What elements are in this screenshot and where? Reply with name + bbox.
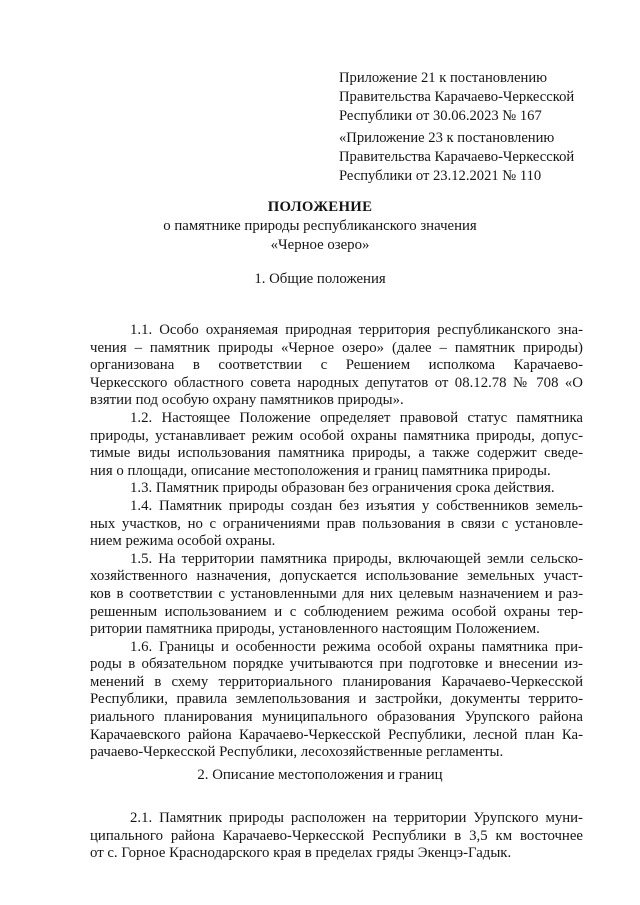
paragraph-line: от с. Горное Краснодарского края в пределах гряды Экенцэ-Гадык.	[90, 845, 512, 862]
paragraph-line: 1.4. Памятник природы создан без изъятия у собственников земель-	[130, 497, 583, 514]
appendix-line: Правительства Карачаево-Черкесской	[339, 149, 575, 165]
document-subtitle-line: «Черное озеро»	[270, 237, 370, 253]
paragraph-line: менений в схему территориального планирования Карачаево-Черкесской	[90, 673, 583, 690]
paragraph-line: Черкесского областного совета народных депутатов от 08.12.78 № 708 «О	[90, 374, 583, 391]
section-body-general	[90, 322, 583, 762]
paragraph-line: природы, устанавливает режим особой охраны памятника природы, допус-	[90, 427, 583, 444]
appendix-reference-old	[339, 129, 609, 186]
paragraph-line: риального планирования муниципального образования Урупского района	[90, 709, 583, 726]
paragraph-line: Карачаевского района Карачаево-Черкесской Республики, лесной план Ка-	[90, 726, 583, 743]
paragraph	[90, 322, 583, 410]
paragraph-line: ритории памятника природы, установленного настоящим Положением.	[90, 621, 540, 638]
paragraph-line: 1.1. Особо охраняемая природная территория республиканского зна-	[130, 322, 583, 338]
paragraph-line: Республики, правила землепользования и застройки, документы террито-	[90, 691, 583, 708]
paragraph	[90, 480, 583, 498]
paragraph-line: ков в соответствии с установленными для них целевым назначением и раз-	[90, 585, 583, 602]
section-body-location	[90, 810, 583, 863]
appendix-line: Правительства Карачаево-Черкесской	[339, 89, 575, 105]
document-title: ПОЛОЖЕНИЕ	[267, 199, 373, 215]
paragraph-line: 1.6. Границы и особенности режима особой охраны памятника при-	[130, 638, 583, 655]
paragraph-line: ных участков, но с ограничениями прав пользования в связи с установле-	[90, 515, 583, 532]
paragraph-line: ния о площади, описание местоположения и границ памятника природы.	[90, 462, 551, 479]
paragraph-line: решенным использованием и с соблюдением режима особой охраны тер-	[90, 603, 583, 620]
paragraph-line: 2.1. Памятник природы расположен на территории Урупского муни-	[130, 810, 583, 826]
appendix-line: Приложение 21 к постановлению	[339, 70, 548, 86]
paragraph-line: ципального района Карачаево-Черкесской Республики в 3,5 км восточнее	[90, 827, 583, 844]
paragraph	[90, 639, 583, 762]
paragraph-line: 1.5. На территории памятника природы, включающей земли сельско-	[130, 550, 583, 567]
paragraph-line: рачаево-Черкесской Республики, лесохозяйственные регламенты.	[90, 744, 504, 761]
document-title-block	[0, 198, 640, 255]
paragraph	[90, 410, 583, 480]
paragraph	[90, 551, 583, 639]
document-subtitle-line: о памятнике природы республиканского значения	[163, 218, 477, 234]
paragraph-line: 1.3. Памятник природы образован без ограничения срока действия.	[130, 480, 555, 497]
section-heading-location: 2. Описание местоположения и границ	[197, 767, 443, 783]
appendix-reference-new	[339, 69, 609, 126]
paragraph	[90, 498, 583, 551]
paragraph-line: чения – памятник природы «Черное озеро» (далее – памятник природы)	[90, 339, 583, 356]
paragraph-line: тимые виды использования памятника природы, а также содержит сведе-	[90, 445, 583, 462]
paragraph-line: хозяйственного назначения, допускается использование земельных участ-	[90, 568, 583, 585]
appendix-line: «Приложение 23 к постановлению	[339, 130, 555, 146]
paragraph-line: нием режима особой охраны.	[90, 533, 276, 550]
appendix-line: Республики от 30.06.2023 № 167	[339, 108, 542, 124]
section-heading-general: 1. Общие положения	[254, 271, 386, 287]
paragraph	[90, 810, 583, 863]
paragraph-line: роды в обязательном порядке учитываются при подготовке и внесении из-	[90, 656, 583, 673]
appendix-line: Республики от 23.12.2021 № 110	[339, 168, 542, 184]
paragraph-line: организована в соответствии с Решением исполкома Карачаево-	[90, 357, 583, 374]
paragraph-line: 1.2. Настоящее Положение определяет правовой статус памятника	[130, 409, 583, 426]
paragraph-line: взятии под особую охрану памятников природы».	[90, 392, 404, 409]
